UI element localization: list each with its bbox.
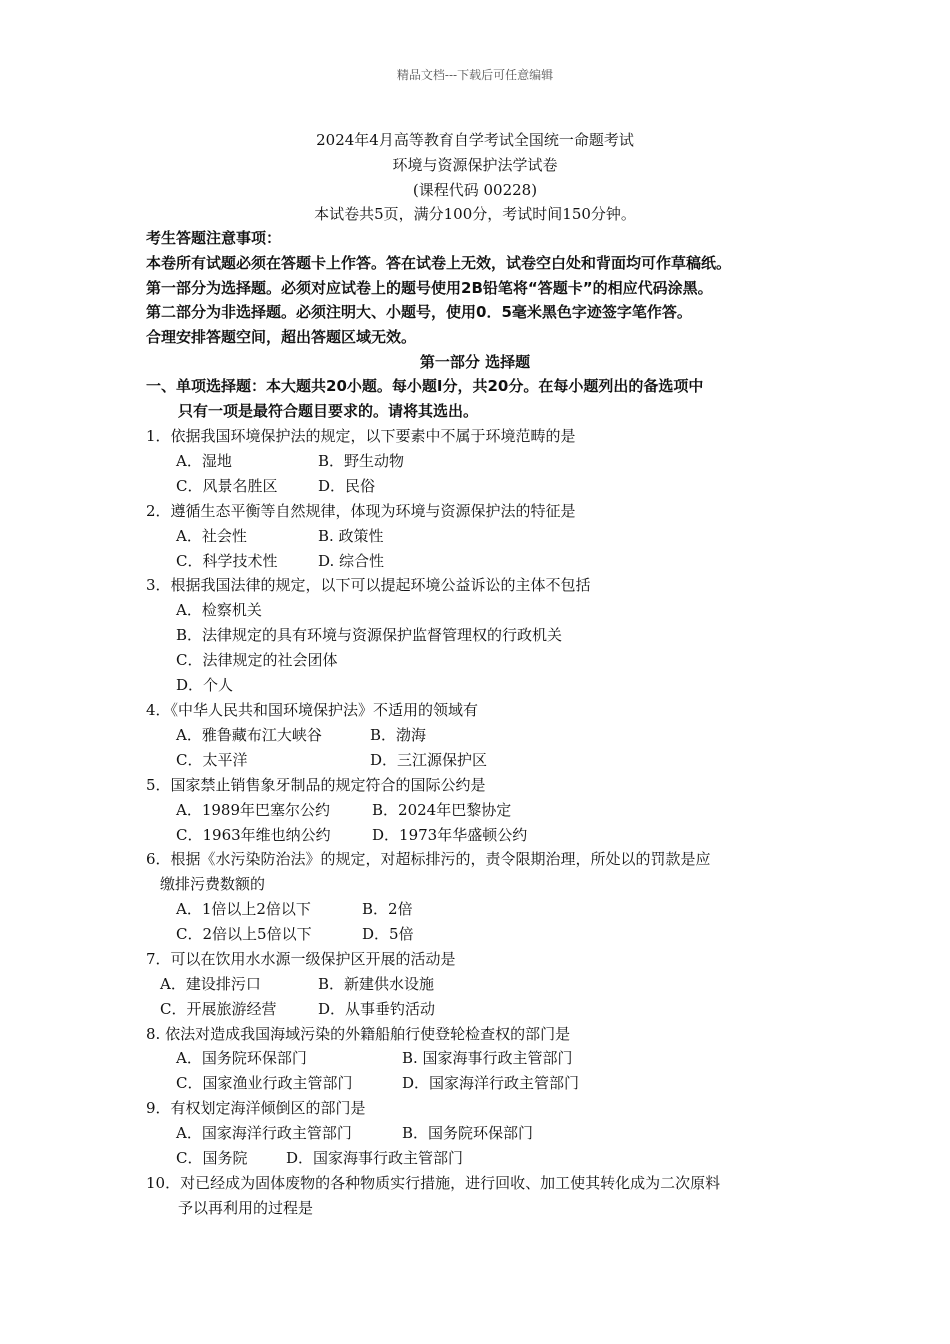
section-instruction: 一、单项选择题：本大题共20小题。每小题I分，共20分。在每小题列出的备选项中 bbox=[146, 377, 704, 395]
question-stem: 1．依据我国环境保护法的规定，以下要素中不属于环境范畴的是 bbox=[146, 427, 576, 445]
option: B．野生动物 bbox=[318, 452, 405, 470]
option: A．雅鲁藏布江大峡谷 bbox=[176, 726, 322, 744]
option: C．太平洋 bbox=[176, 751, 248, 769]
option: D．国家海洋行政主管部门 bbox=[402, 1074, 580, 1092]
option: B．新建供水设施 bbox=[318, 975, 435, 993]
question-stem: 3．根据我国法律的规定，以下可以提起环境公益诉讼的主体不包括 bbox=[146, 576, 591, 594]
option: C．2倍以上5倍以下 bbox=[176, 925, 312, 943]
option: B．法律规定的具有环境与资源保护监督管理权的行政机关 bbox=[176, 626, 563, 644]
option: A．建设排污口 bbox=[160, 975, 261, 993]
note-item: 第二部分为非选择题。必须注明大、小题号，使用0．5毫米黑色字迹签字笔作答。 bbox=[146, 303, 692, 321]
option: B．2024年巴黎协定 bbox=[372, 801, 512, 819]
question-stem: 2．遵循生态平衡等自然规律，体现为环境与资源保护法的特征是 bbox=[146, 502, 576, 520]
option: C．科学技术性 bbox=[176, 552, 278, 570]
question-stem: 10．对已经成为固体废物的各种物质实行措施，进行回收、加工使其转化成为二次原料 bbox=[146, 1174, 721, 1192]
option: D．个人 bbox=[176, 676, 234, 694]
course-code: (课程代码 00228) bbox=[412, 181, 538, 199]
question-stem-cont: 缴排污费数额的 bbox=[160, 875, 266, 893]
watermark: 精品文档---下载后可任意编辑 bbox=[396, 68, 554, 82]
option: A．国家海洋行政主管部门 bbox=[176, 1124, 352, 1142]
note-item: 本卷所有试题必须在答题卡上作答。答在试卷上无效，试卷空白处和背面均可作草稿纸。 bbox=[146, 254, 732, 272]
notes-title: 考生答题注意事项： bbox=[146, 229, 282, 247]
option: A．湿地 bbox=[176, 452, 232, 470]
option: A．社会性 bbox=[176, 527, 247, 545]
option: C．1963年维也纳公约 bbox=[176, 826, 331, 844]
question-stem: 5．国家禁止销售象牙制品的规定符合的国际公约是 bbox=[146, 776, 486, 794]
option: D．5倍 bbox=[362, 925, 414, 943]
option: C．国家渔业行政主管部门 bbox=[176, 1074, 353, 1092]
option: C．风景名胜区 bbox=[176, 477, 278, 495]
section-instruction-cont: 只有一项是最符合题目要求的。请将其选出。 bbox=[178, 402, 479, 420]
option: D．从事垂钓活动 bbox=[318, 1000, 436, 1018]
question-stem: 7．可以在饮用水水源一级保护区开展的活动是 bbox=[146, 950, 456, 968]
question-stem-cont: 予以再利用的过程是 bbox=[178, 1199, 314, 1217]
option: D．民俗 bbox=[318, 477, 376, 495]
option: B. 政策性 bbox=[318, 527, 384, 545]
question-stem: 6．根据《水污染防治法》的规定，对超标排污的，责令限期治理，所处以的罚款是应 bbox=[146, 850, 711, 868]
option: C．国务院 bbox=[176, 1149, 248, 1167]
question-stem: 8. 依法对造成我国海域污染的外籍船舶行使登轮检查权的部门是 bbox=[146, 1025, 571, 1043]
paper-subject: 环境与资源保护法学试卷 bbox=[392, 156, 558, 174]
option: A．国务院环保部门 bbox=[176, 1049, 307, 1067]
exam-info: 本试卷共5页，满分100分，考试时间150分钟。 bbox=[314, 205, 636, 223]
option: A．1倍以上2倍以下 bbox=[176, 900, 311, 918]
question-stem: 9．有权划定海洋倾倒区的部门是 bbox=[146, 1099, 366, 1117]
option: B．渤海 bbox=[370, 726, 427, 744]
option: D．国家海事行政主管部门 bbox=[286, 1149, 464, 1167]
option: B．2倍 bbox=[362, 900, 413, 918]
option: A．检察机关 bbox=[176, 601, 262, 619]
note-item: 第一部分为选择题。必须对应试卷上的题号使用2B铅笔将“答题卡”的相应代码涂黑。 bbox=[146, 279, 713, 297]
option: D．三江源保护区 bbox=[370, 751, 488, 769]
part1-title: 第一部分 选择题 bbox=[419, 353, 531, 371]
question-stem: 4．《中华人民共和国环境保护法》不适用的领域有 bbox=[146, 701, 479, 719]
note-item: 合理安排答题空间，超出答题区域无效。 bbox=[146, 328, 417, 346]
option: D. 综合性 bbox=[318, 552, 385, 570]
option: D．1973年华盛顿公约 bbox=[372, 826, 528, 844]
exam-title: 2024年4月高等教育自学考试全国统一命题考试 bbox=[316, 131, 634, 149]
option: B．国务院环保部门 bbox=[402, 1124, 534, 1142]
option: A．1989年巴塞尔公约 bbox=[176, 801, 331, 819]
option: B. 国家海事行政主管部门 bbox=[402, 1049, 573, 1067]
option: C．开展旅游经营 bbox=[160, 1000, 277, 1018]
option: C．法律规定的社会团体 bbox=[176, 651, 338, 669]
